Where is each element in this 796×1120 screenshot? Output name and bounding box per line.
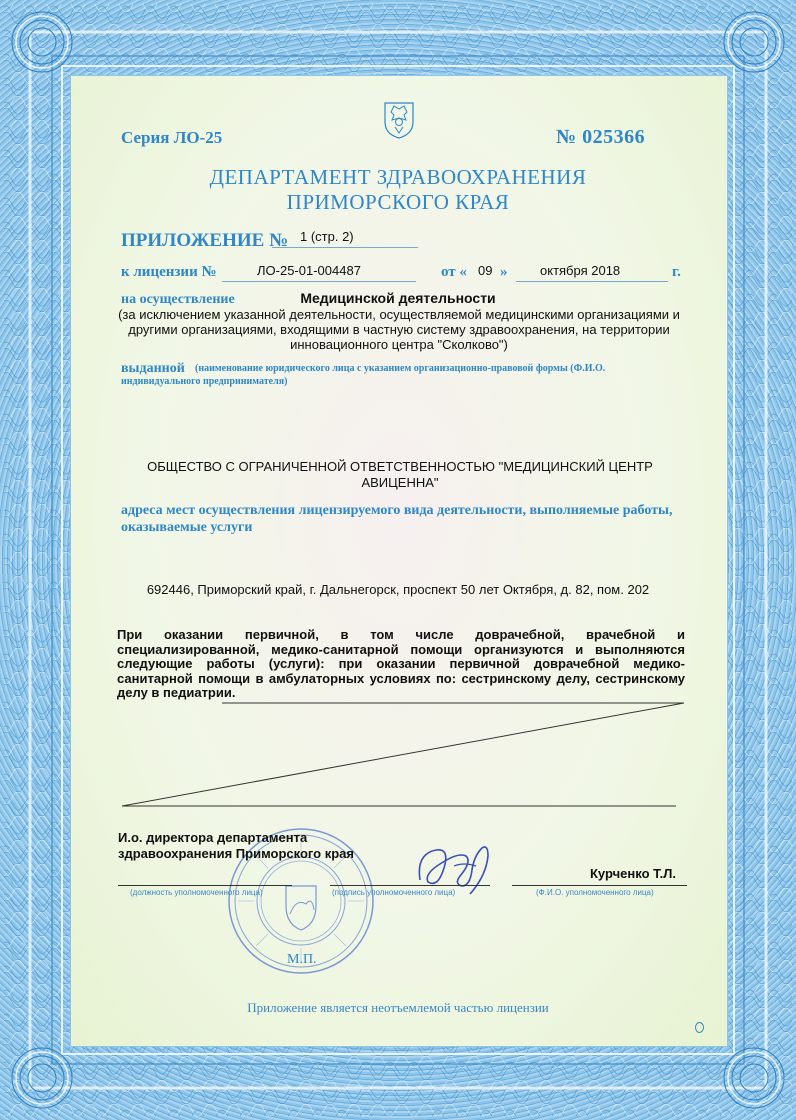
date-mid: » [500,264,508,280]
caption-position: (должность уполномоченного лица) [130,888,263,897]
activity-label: на осуществление [121,292,235,307]
document-body [70,75,728,1047]
organization-name: ОБЩЕСТВО С ОГРАНИЧЕННОЙ ОТВЕТСТВЕННОСТЬЮ "МЕДИЦИНСКИЙ ЦЕНТР АВИЦЕННА" [147,459,653,490]
footer-note: Приложение является неотъемлемой частью лицензии [247,1000,549,1015]
activity-title: Медицинской деятельности [300,290,496,306]
department-title-line1: ДЕПАРТАМЕНТ ЗДРАВООХРАНЕНИЯ [209,165,587,189]
caption-signature: (подпись уполномоченного лица) [332,888,456,897]
signature-underline [330,885,490,886]
address-value: 692446, Приморский край, г. Дальнегорск, проспект 50 лет Октября, д. 82, пом. 202 [146,582,650,597]
corner-mark-icon [695,1022,704,1033]
license-number: ЛО-25-01-004487 [257,263,361,278]
date-underline [516,281,668,282]
services-text: При оказании первичной, в том числе доврачебной, врачебной и специализированной, медико-санитарной помощи организуются и выполняются следующие работы (услуги): при оказании первичной доврачебной медико-санитарной помощи в амбулаторных условиях по: сестринскому делу, сестринскому делу в педиатрии. [117,627,685,700]
name-underline [512,885,687,886]
position-underline [118,885,292,886]
activity-description: (за исключением указанной деятельности, осуществляемой медицинскими организациями и другими организациями, входящими в частную систему здравоохранения, на территории инновационного центра "Сколково") [118,307,680,352]
seal-place-label: М.П. [287,952,317,967]
appendix-underline [272,247,418,248]
issued-hint: (наименование юридического лица с указанием организационно-правовой формы (Ф.И.О. индивидуального предпринимателя) [121,363,606,387]
document-number: № 025366 [556,126,646,148]
license-day: 09 [478,263,493,278]
caption-name: (Ф.И.О. уполномоченного лица) [536,888,654,897]
coat-of-arms-icon [382,100,416,140]
appendix-label: ПРИЛОЖЕНИЕ № [121,230,289,251]
department-title-line2: ПРИМОРСКОГО КРАЯ [286,190,510,214]
addresses-label: адреса мест осуществления лицензируемого вида деятельности, выполняемые работы, оказываемые услуги [121,503,673,535]
license-month-year: октября 2018 [540,263,621,278]
series-label: Серия ЛО-25 [121,128,223,147]
signatory-name: Курченко Т.Л. [590,866,676,881]
appendix-value: 1 (стр. 2) [300,229,354,244]
license-label: к лицензии № [121,264,217,280]
issued-label: выданной [121,361,185,376]
license-number-underline [222,281,416,282]
signatory-position: И.о. директора департамента здравоохранения Приморского края [118,830,354,861]
year-suffix: г. [672,264,681,280]
date-prefix: от « [441,264,467,280]
